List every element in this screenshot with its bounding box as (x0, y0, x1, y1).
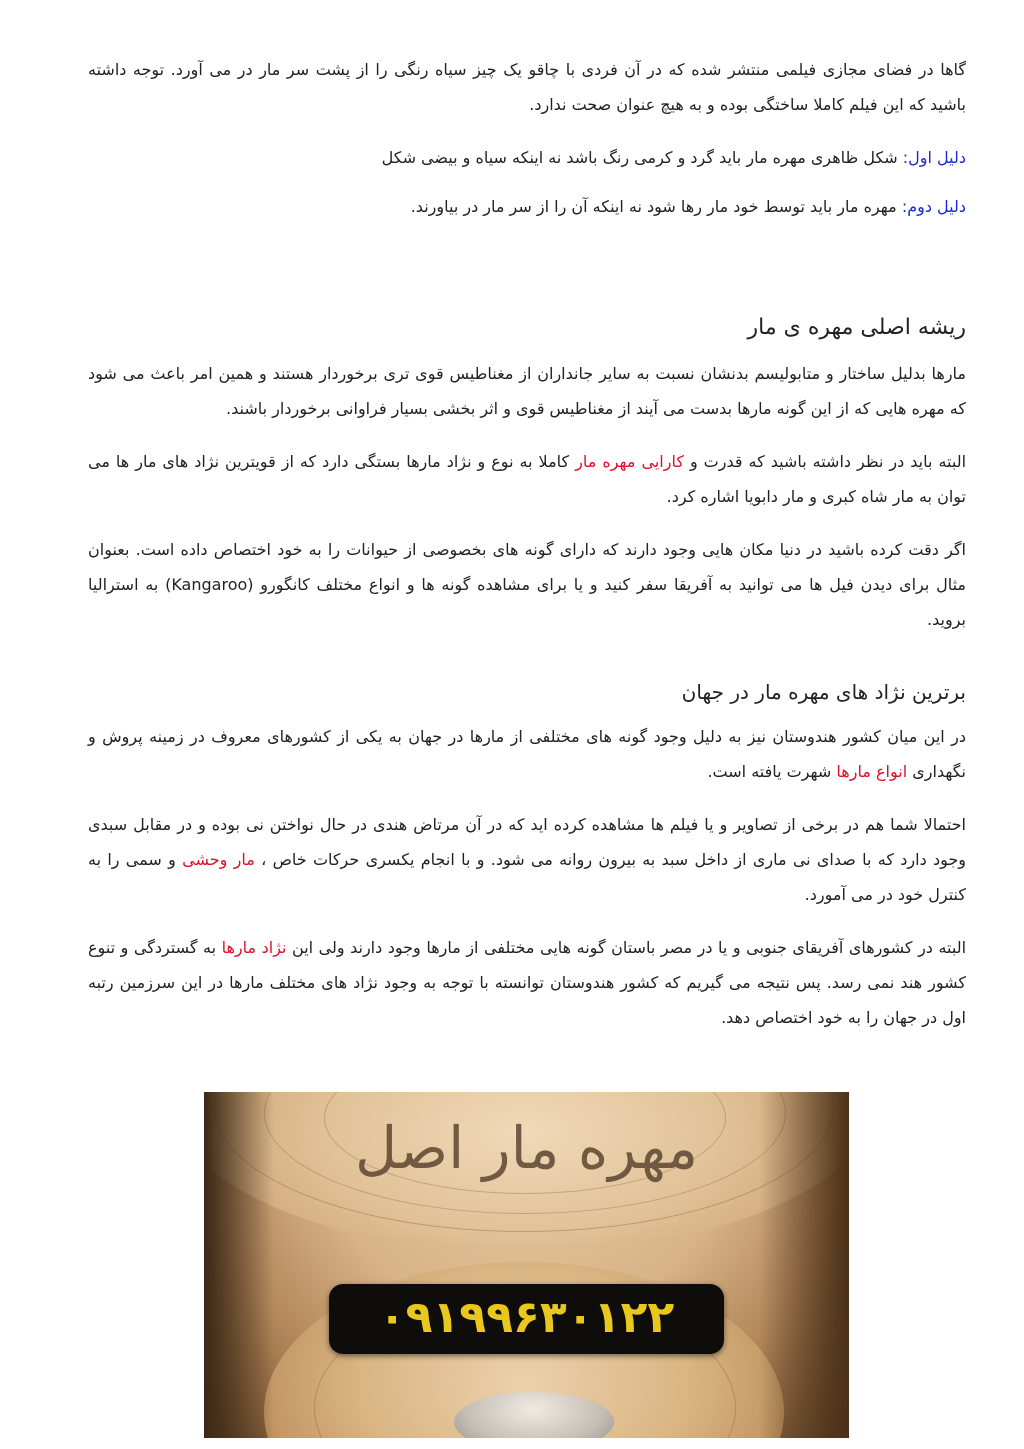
article-body (88, 52, 966, 1053)
section2-paragraph-1 (88, 719, 966, 789)
link-snake-stone-usage[interactable]: کارایی مهره مار (575, 452, 684, 471)
section1-paragraph-1: مارها بدلیل ساختار و متابولیسم بدنشان نسبت به سایر جانداران از مغناطیس قوی تری برخوردار هستند و همین امر باعث می شود که مهره هایی که از این گونه مارها بدست می آیند از مغناطیس قوی و اثر بخشی بسیار فراوانی برخوردار باشند. (88, 364, 966, 418)
section2-paragraph-3-end: به گستردگی و تنوع کشور هند نمی رسد. پس نتیجه می گیریم که کشور هندوستان توانسته با توجه به وجود نژاد های مختلف مارها در این سرزمین رتبه اول در جهان را به خود اختصاص دهد. (88, 938, 966, 1027)
section1-paragraph-2 (88, 444, 966, 514)
section2-paragraph-1-end: شهرت یافته است. (707, 762, 837, 781)
phone-banner (329, 1284, 724, 1354)
reason-one-label: دلیل اول: (902, 148, 966, 167)
reason-one (88, 140, 966, 175)
section1-paragraph-2-start: البته باید در نظر داشته باشید که قدرت و (683, 452, 967, 471)
section1-paragraph-3: اگر دقت کرده باشید در دنیا مکان هایی وجود دارند که دارای گونه های بخصوصی از حیوانات را به خود اختصاص داده است. بعنوان مثال برای دیدن فیل ها می توانید به آفریقا سفر کنید و یا برای مشاهده گونه ها و انواع مختلف کانگورو (Kangaroo) به استرالیا بروید. (88, 540, 966, 629)
image-engraved-title: مهره مار اصل (354, 1114, 699, 1182)
section2-paragraph-1-start: در این میان کشور هندوستان نیز به دلیل وجود گونه های مختلفی از مارها در جهان به یکی از کشورهای معروف در زمینه پروش و نگهداری (88, 727, 966, 781)
link-wild-snake[interactable]: مار وحشی (182, 850, 255, 869)
phone-number: ۰۹۱۹۹۶۳۰۱۲۲ (378, 1292, 675, 1343)
section-heading-best-breeds: برترین نژاد های مهره مار در جهان (681, 680, 966, 704)
reason-two-text: مهره مار باید توسط خود مار رها شود نه اینکه آن را از سر مار در بیاورند. (410, 197, 902, 216)
reason-two (88, 189, 966, 224)
section1-paragraph-2-end: کاملا به نوع و نژاد مارها بستگی دارد که از قویترین نژاد های مار ها می توان به مار شاه کبری و مار دابویا اشاره کرد. (88, 452, 966, 506)
intro-paragraph: گاها در فضای مجازی فیلمی منتشر شده که در آن فردی با چاقو یک چیز سیاه رنگی را از پشت سر مار در می آورد. توجه داشته باشید که این فیلم کاملا ساختگی بوده و به هیچ عنوان صحت ندارد. (88, 60, 966, 114)
section2-paragraph-2-end: و سمی را به کنترل خود در می آمورد. (88, 850, 966, 904)
reason-two-label: دلیل دوم: (901, 197, 966, 216)
section2-paragraph-3-start: البته در کشورهای آفریقای جنوبی و یا در مصر باستان گونه هایی مختلفی از مارها وجود دارند ولی این (286, 938, 967, 957)
section-heading-origin: ریشه اصلی مهره ی مار (747, 315, 966, 340)
link-snake-types[interactable]: انواع مارها (836, 762, 908, 781)
link-snake-breeds[interactable]: نژاد مارها (221, 938, 287, 957)
product-image (204, 1092, 849, 1438)
section2-paragraph-2 (88, 807, 966, 912)
section2-paragraph-3 (88, 930, 966, 1035)
reason-one-text: شکل ظاهری مهره مار باید گرد و کرمی رنگ باشد نه اینکه سیاه و بیضی شکل (381, 148, 903, 167)
section2-paragraph-2-start: احتمالا شما هم در برخی از تصاویر و یا فیلم ها مشاهده کرده اید که در آن مرتاض هندی در حال نواختن نی بوده و در مقابل سبدی وجود دارد که با صدای نی ماری از داخل سبد به بیرون روانه می شود. و با انجام یکسری حرکات خاص ، (88, 815, 967, 869)
